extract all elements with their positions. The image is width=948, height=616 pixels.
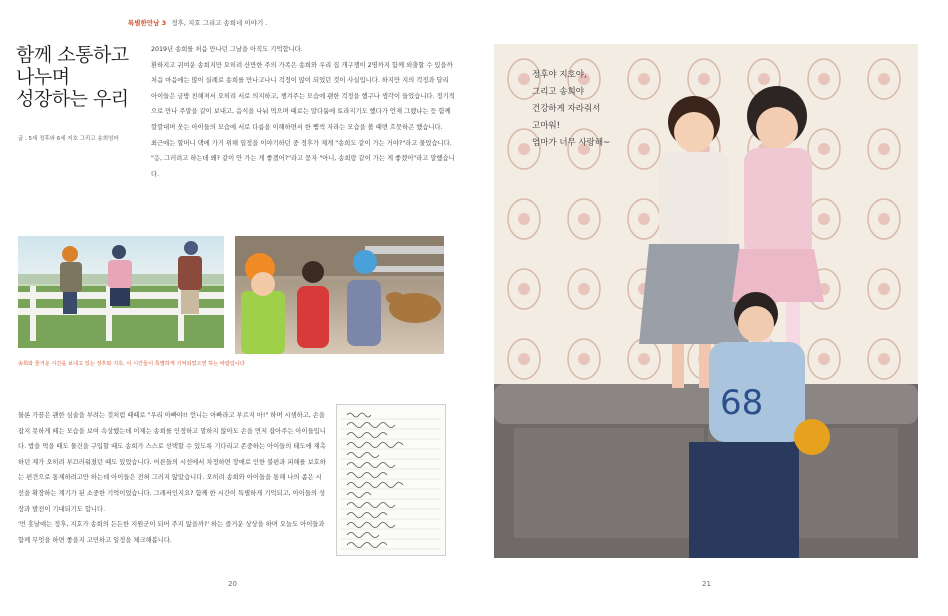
photo-quote bbox=[532, 67, 610, 152]
page-header bbox=[128, 18, 267, 27]
quote-line-5: 엄마가 너무 사랑해~ bbox=[532, 138, 611, 148]
title-line-2: 나누며 bbox=[16, 66, 70, 88]
title-line-3: 성장하는 우리 bbox=[16, 88, 129, 110]
photo-caption: 송희와 즐거운 시간을 보내고 있는 정후와 지호, 이 시간들이 특별하게 기억되었으면 하는 바람입니다 bbox=[18, 361, 245, 367]
right-page bbox=[474, 0, 948, 616]
photo-three-children bbox=[494, 44, 918, 558]
handwritten-letter-image bbox=[336, 404, 446, 556]
page-number-left: 20 bbox=[228, 580, 237, 588]
body-text-bottom bbox=[18, 408, 326, 548]
quote-line-2: 그리고 송희야 bbox=[532, 87, 584, 97]
body-text-top bbox=[151, 42, 455, 182]
page-number-right: 21 bbox=[702, 580, 711, 588]
title-line-1: 함께 소통하고 bbox=[16, 44, 129, 66]
paragraph: 최근에는 할머니 댁에 가기 위해 일정을 이야기하던 중 정후가 제게 "송희도 같이 가는 거야?"라고 물었습니다. "응, 그러려고 하는데 왜? 같이 안 가는 게 좋겠어?"라고 묻자 "아니, 송희랑 같이 가는 게 좋겠어"라고 말했습니다. bbox=[151, 139, 455, 178]
quote-line-1: 정후야 지호야, bbox=[532, 70, 587, 80]
svg-text:68: 68 bbox=[720, 383, 764, 423]
quote-line-4: 고마워! bbox=[532, 121, 561, 131]
paragraph: 2019년 송희를 처음 만나던 그날을 아직도 기억합니다. bbox=[151, 46, 303, 53]
article-title bbox=[16, 44, 129, 110]
photo-children-deer bbox=[235, 236, 444, 354]
header-title: 정후, 지호 그리고 송희네 이야기 . bbox=[171, 19, 268, 27]
paragraph: 물론 가끔은 괜한 심술을 부려는 것처럼 때때로 "우리 아빠야!! 언니는 아빠라고 부르지 마!" 하며 시샘하고, 손을 잡지 못하게 떼는 모습을 보여 속상했는데 이제는 송희를 인정하고 말하지 않아도 손을 먼저 잡아주는 아이들입니다. 밥을 먹을 때도 물건을 구입할 때도 송희가 스스로 선택할 수 있도록 기다리고 존중하는 아이들의 태도에 재촉하던 제가 오히려 부끄러워졌던 때도 있었습니다. 어른들의 시선에서 차정하면 장애로 인한 불편과 피해를 보호하는 편견으로 통제하려고만 하는데 아이들은 전혀 그러지 않았습니다. 오히려 송희와 아이들을 통해 나의 좁은 시선을 확장하는 계기가 된 소중한 기억이었습니다. 그래서인지요? 함께 한 시간이 특별하게 기억되고, 아이들의 성장과 발전이 기대되기도 합니다. bbox=[18, 412, 326, 513]
section-label: 특별한만남 3 bbox=[128, 19, 167, 27]
photo-children-fence bbox=[18, 236, 224, 348]
byline: 글 . 5세 정후와 6세 지호 그리고 송희엄마 bbox=[18, 136, 119, 142]
paragraph: '먼 훗날에는 정후, 지호가 송희의 든든한 지원군이 되어 주지 않을까?' 하는 즐거운 상상을 하며 오늘도 아이들과 함께 무엇을 하면 좋을지 고민하고 일정을 체크해봅니다. bbox=[18, 521, 325, 544]
paragraph: 환하지고 귀여운 송희지만 오히려 산만한 주의 가족은 송희와 우리 집 개구쟁이 2명까지 함께 외출할 수 있을까 처음 마음에는 많이 실례로 송희를 만나고나니 걱정이 많이 되었던 것이 사실입니다. 하지만 지의 걱정과 달리 아이들은 금방 친해져서 오히려 서로 의지하고, 챙겨주는 모습에 괜한 걱정을 했구나 생각이 들었습니다. 정기적으로 만나 주말을 같이 보내고, 음식을 나눠 먹으며 때로는 말다툼에 토라지기도 했다가 언제 그랬냐는 듯 함께 깔깔대며 웃는 아이들의 모습에 서로 다름을 이해하면서 한 뼘씩 자라는 모습을 볼 때면 흐뭇하곤 했습니다. bbox=[151, 61, 455, 131]
quote-line-3: 건강하게 자라줘서 bbox=[532, 104, 601, 114]
